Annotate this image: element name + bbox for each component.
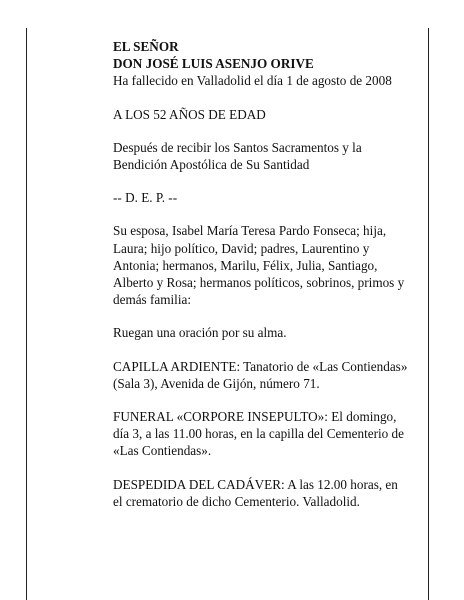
funeral-line-3: «Las Contiendas». <box>113 443 212 459</box>
prayer-line: Ruegan una oración por su alma. <box>113 325 287 341</box>
chapel-paragraph <box>113 358 423 392</box>
farewell-line-2: el crematorio de dicho Cementerio. Valladolid. <box>113 493 360 509</box>
age-line: A LOS 52 AÑOS DE EDAD <box>113 106 266 122</box>
chapel-line-2: (Sala 3), Avenida de Gijón, número 71. <box>113 375 320 391</box>
death-info: Ha fallecido en Valladolid el día 1 de agosto de 2008 <box>113 73 392 89</box>
right-border-line <box>428 28 429 600</box>
farewell-line-1: DESPEDIDA DEL CADÁVER: A las 12.00 horas, en <box>113 476 398 492</box>
family-line-5: demás familia: <box>113 292 191 308</box>
family-line-3: Antonia; hermanos, Marilu, Félix, Julia, Santiago, <box>113 257 378 273</box>
funeral-line-2: día 3, a las 11.00 horas, en la capilla del Cementerio de <box>113 426 405 442</box>
family-line-4: Alberto y Rosa; hermanos políticos, sobrinos, primos y <box>113 275 405 291</box>
farewell-paragraph <box>113 476 423 510</box>
left-border-line <box>26 28 27 600</box>
notice-title: EL SEÑOR <box>113 39 179 54</box>
sacraments-line-1: Después de recibir los Santos Sacramentos y la <box>113 139 362 155</box>
family-line-1: Su esposa, Isabel María Teresa Pardo Fonseca; hija, <box>113 223 387 239</box>
deceased-name: DON JOSÉ LUIS ASENJO ORIVE <box>113 56 314 72</box>
rip-line: -- D. E. P. -- <box>113 190 178 206</box>
chapel-line-1: CAPILLA ARDIENTE: Tanatorio de «Las Contiendas» <box>113 358 408 374</box>
funeral-paragraph <box>113 408 423 460</box>
sacraments-line-2: Bendición Apostólica de Su Santidad <box>113 157 310 173</box>
sacraments-paragraph <box>113 139 423 173</box>
family-paragraph <box>113 222 423 308</box>
family-line-2: Laura; hijo político, David; padres, Laurentino y <box>113 240 370 256</box>
obituary-notice <box>113 38 423 510</box>
funeral-line-1: FUNERAL «CORPORE INSEPULTO»: El domingo, <box>113 409 397 425</box>
